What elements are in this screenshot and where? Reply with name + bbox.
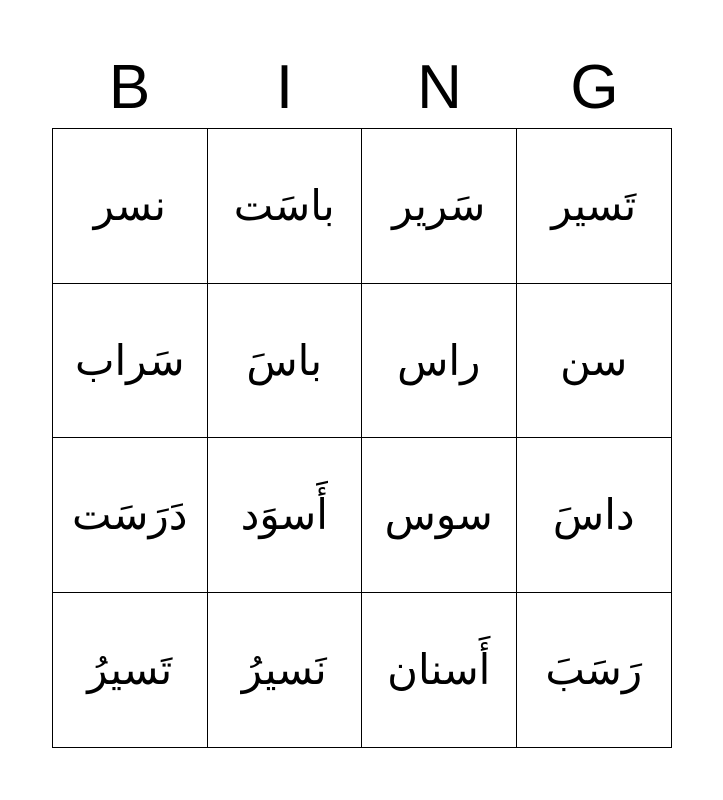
bingo-cell[interactable] xyxy=(53,284,208,439)
bingo-cell[interactable] xyxy=(208,593,363,748)
header-letter-g: G xyxy=(570,53,619,122)
bingo-cell[interactable] xyxy=(517,593,672,748)
bingo-cell[interactable] xyxy=(362,593,517,748)
cell-word: سن xyxy=(560,335,628,385)
cell-word: دَرَسَت xyxy=(72,490,188,540)
cell-word: باسَت xyxy=(233,181,335,231)
bingo-header xyxy=(52,48,672,128)
bingo-cell[interactable] xyxy=(517,284,672,439)
bingo-board xyxy=(52,128,672,748)
cell-word: باسَ xyxy=(246,335,323,385)
bingo-cell[interactable] xyxy=(362,284,517,439)
cell-word: راس xyxy=(397,335,481,385)
cell-word: سَراب xyxy=(74,335,185,385)
header-letter-b: B xyxy=(108,53,151,122)
bingo-cell[interactable] xyxy=(53,438,208,593)
cell-word: سَرير xyxy=(392,181,486,231)
cell-word: نَسيرُ xyxy=(241,645,327,695)
cell-word: أَسوَد xyxy=(240,490,328,540)
bingo-cell[interactable] xyxy=(517,129,672,284)
header-letter-i: I xyxy=(275,53,294,122)
bingo-cell[interactable] xyxy=(208,284,363,439)
bingo-cell[interactable] xyxy=(53,593,208,748)
bingo-cell[interactable] xyxy=(362,129,517,284)
cell-word: داسَ xyxy=(552,490,635,540)
cell-word: رَسَبَ xyxy=(545,645,643,695)
bingo-cell[interactable] xyxy=(208,129,363,284)
cell-word: تَسيرُ xyxy=(87,645,173,695)
cell-word: سوس xyxy=(384,490,493,540)
header-letter-n: N xyxy=(417,53,462,122)
bingo-cell[interactable] xyxy=(362,438,517,593)
cell-word: أَسنان xyxy=(387,645,491,695)
bingo-cell[interactable] xyxy=(208,438,363,593)
bingo-cell[interactable] xyxy=(53,129,208,284)
bingo-cell[interactable] xyxy=(517,438,672,593)
cell-word: نسر xyxy=(93,181,166,231)
cell-word: تَسير xyxy=(551,181,637,231)
